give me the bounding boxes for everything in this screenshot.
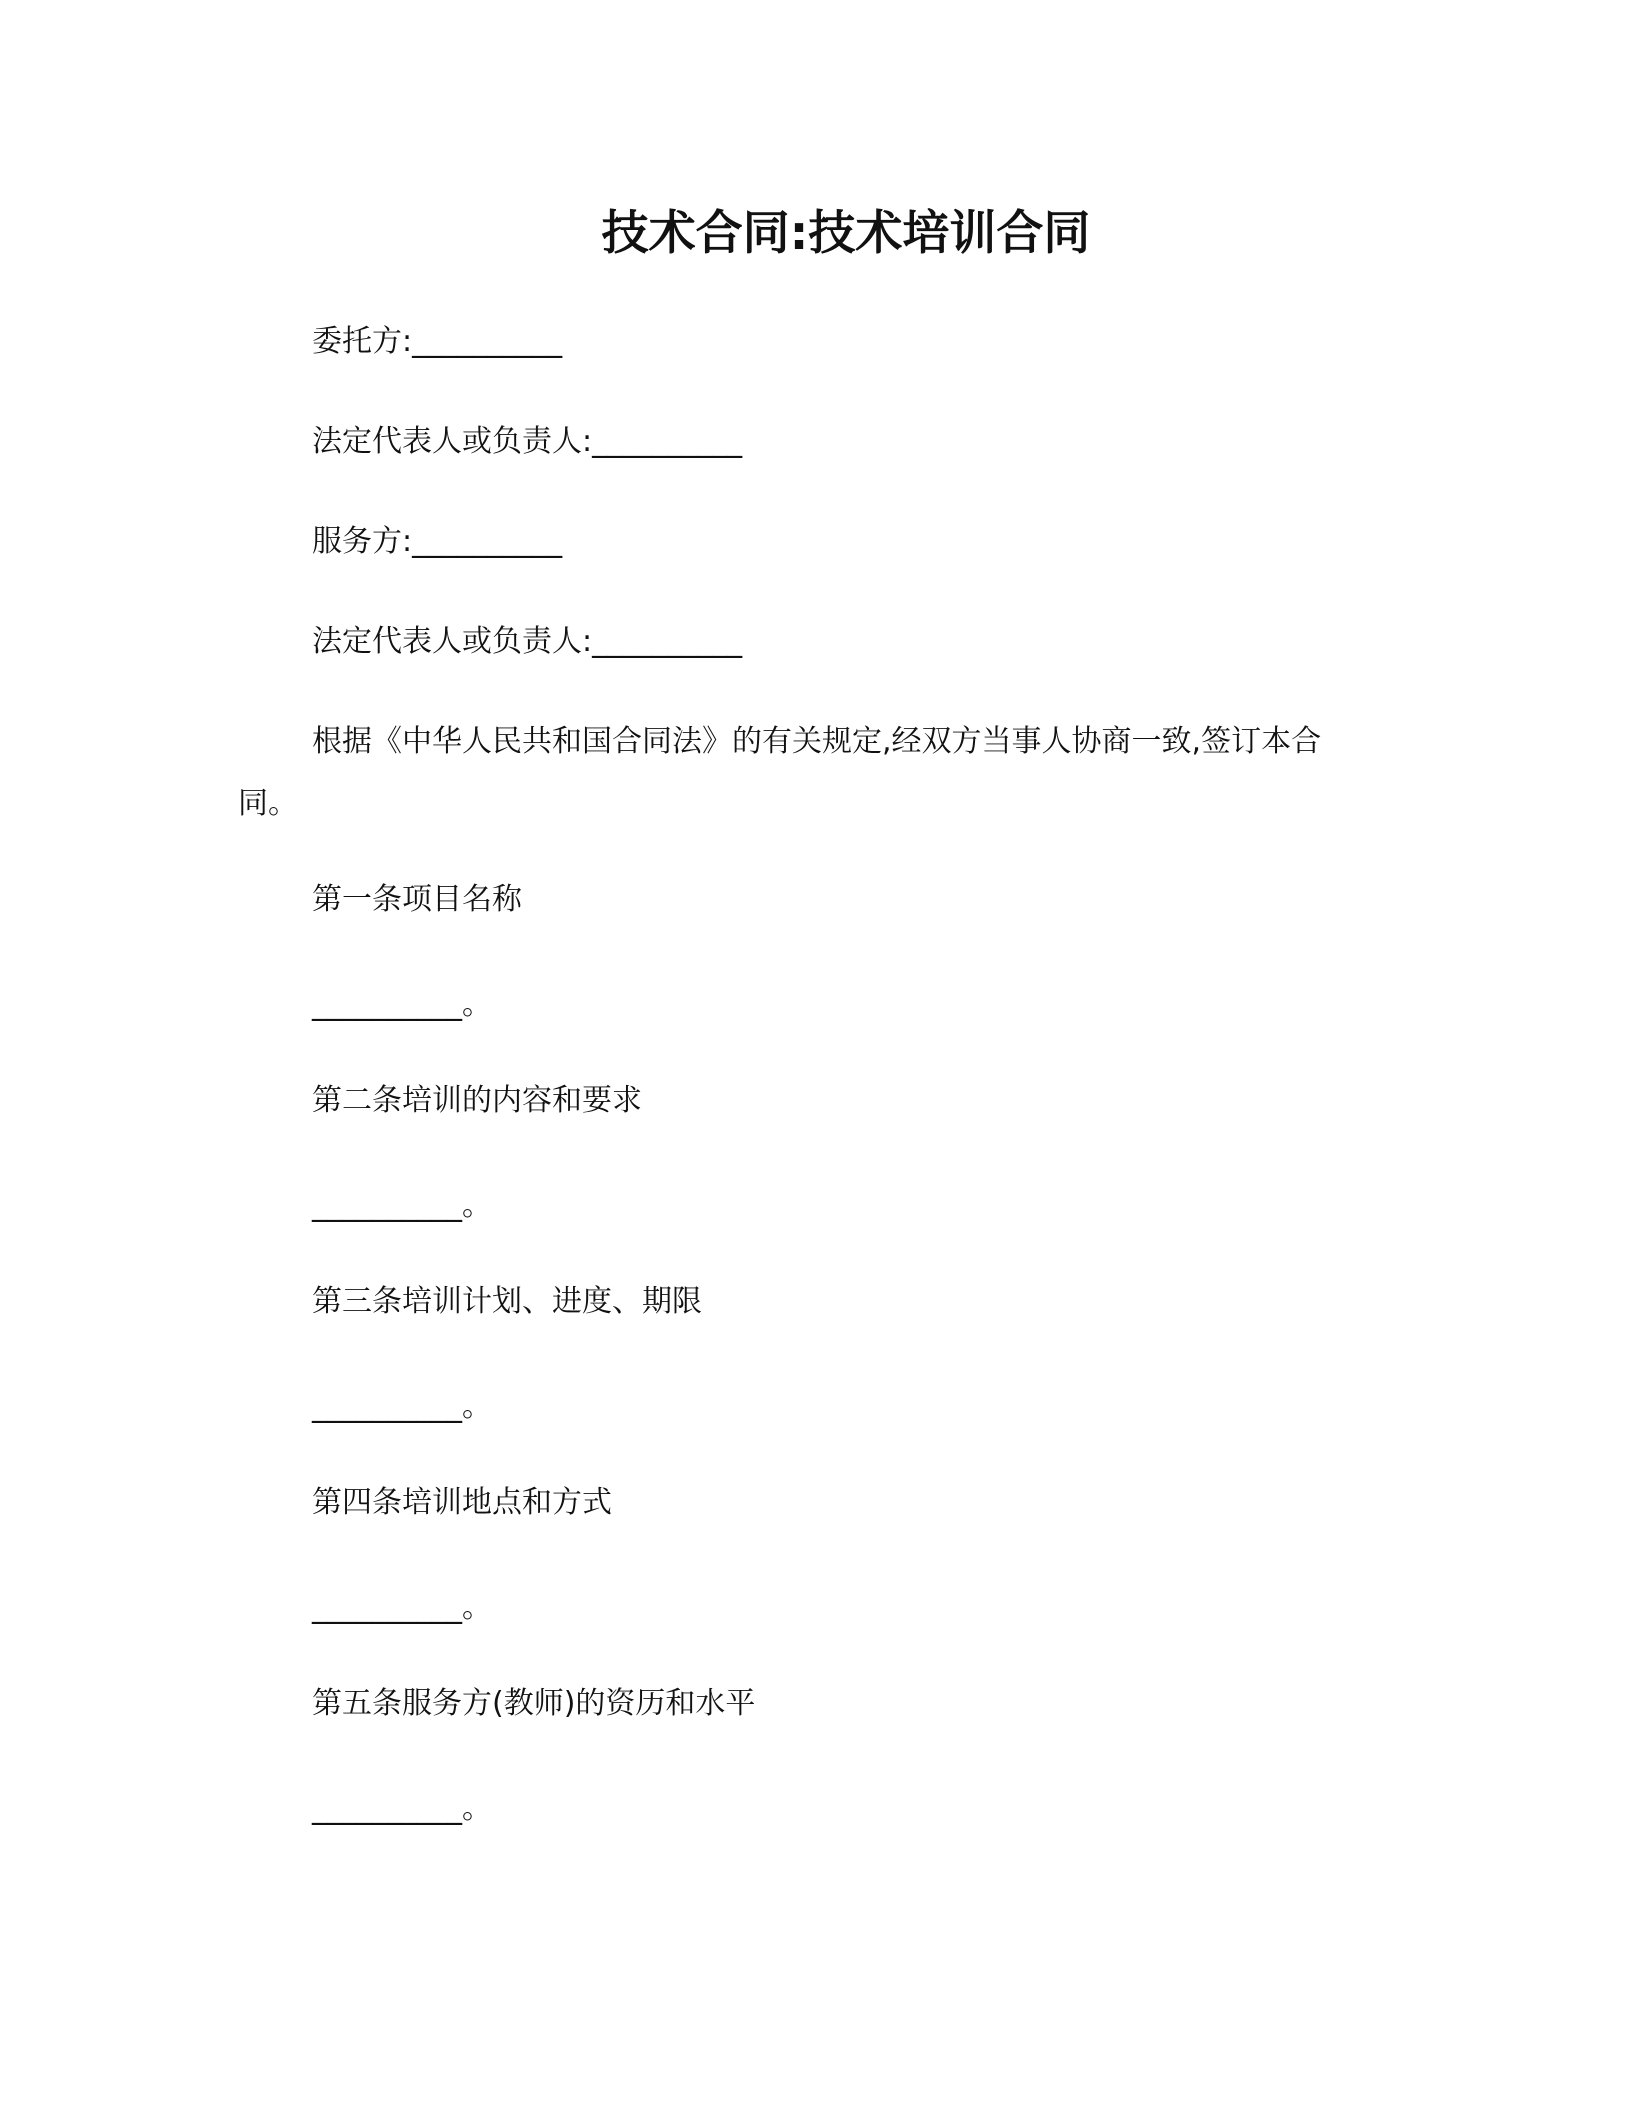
article-1-heading: 第一条项目名称 <box>312 882 522 917</box>
article-1-blank: __________。 <box>312 987 492 1022</box>
party-client: 委托方:__________ <box>312 324 563 359</box>
article-3-blank: __________。 <box>312 1389 492 1424</box>
document-title: 技术合同:技术培训合同 <box>601 206 1091 261</box>
preamble-paragraph: 根据《中华人民共和国合同法》的有关规定,经双方当事人协商一致,签订本合同。 <box>238 724 1322 821</box>
article-4-heading: 第四条培训地点和方式 <box>312 1485 612 1520</box>
article-5-heading: 第五条服务方(教师)的资历和水平 <box>312 1686 756 1721</box>
article-3-heading: 第三条培训计划、进度、期限 <box>312 1284 702 1319</box>
party-provider-representative: 法定代表人或负责人:__________ <box>312 624 743 659</box>
article-4-blank: __________。 <box>312 1590 492 1625</box>
article-2-blank: __________。 <box>312 1188 492 1223</box>
party-client-representative: 法定代表人或负责人:__________ <box>312 424 743 459</box>
party-provider: 服务方:__________ <box>312 524 563 559</box>
article-5-blank: __________。 <box>312 1791 492 1826</box>
article-2-heading: 第二条培训的内容和要求 <box>312 1083 642 1118</box>
